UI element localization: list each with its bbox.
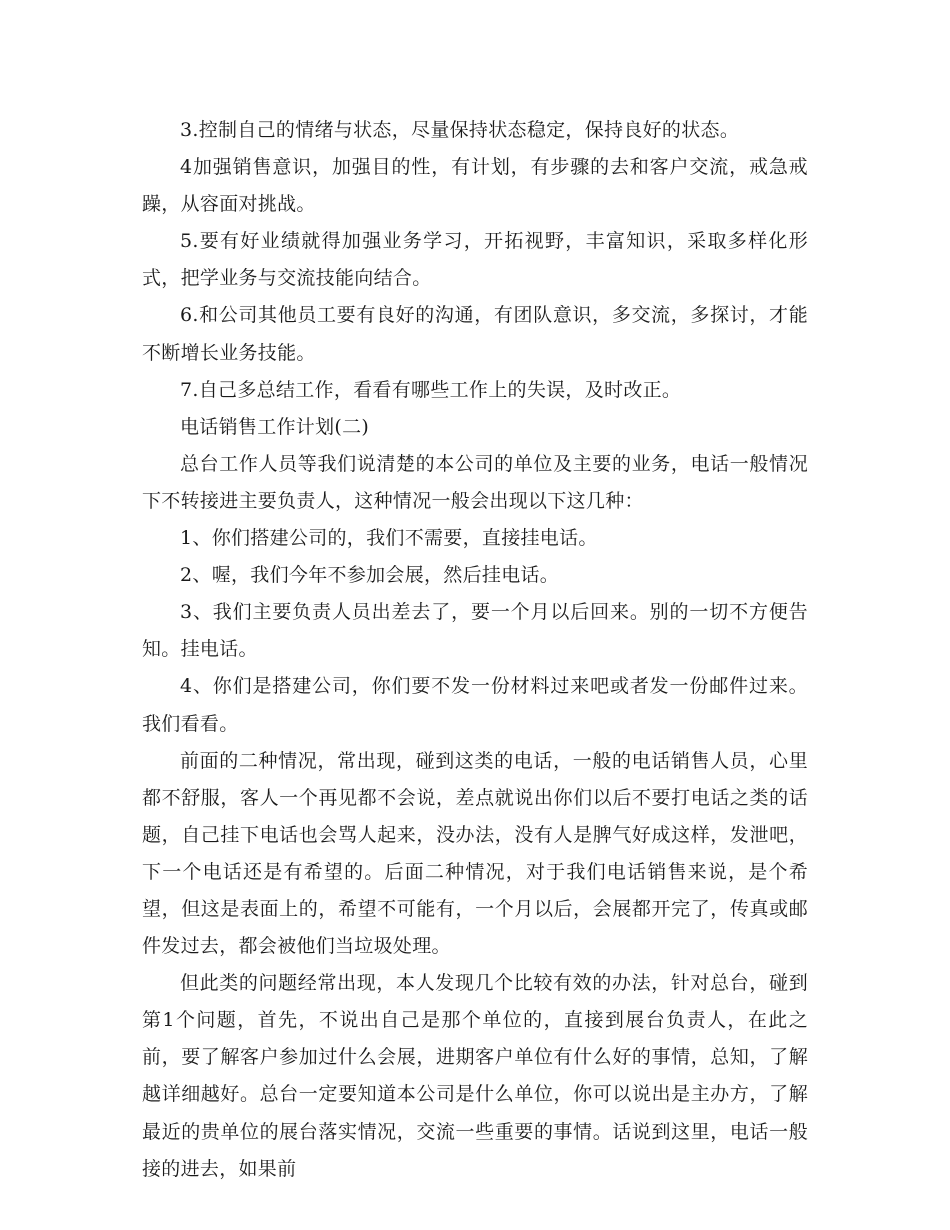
paragraph-item-3: 3.控制自己的情绪与状态，尽量保持状态稳定，保持良好的状态。: [180, 119, 740, 141]
paragraph-item-4: 4加强销售意识，加强目的性，有计划，有步骤的去和客户交流，戒急戒躁，从容面对挑战。: [142, 156, 808, 216]
case-item-2: 2、喔，我们今年不参加会展，然后挂电话。: [180, 564, 560, 587]
paragraph-item-6: 6.和公司其他员工要有良好的沟通，有团队意识，多交流，多探讨，才能不断增长业务技能。: [142, 304, 808, 364]
section-heading: 电话销售工作计划(二): [180, 415, 370, 438]
document-body: [142, 112, 808, 1188]
case-item-1: 1、你们搭建公司的，我们不需要，直接挂电话。: [180, 527, 598, 550]
paragraph-item-7: 7.自己多总结工作，看看有哪些工作上的失误，及时改正。: [180, 378, 682, 401]
case-item-4: 4、你们是搭建公司，你们要不发一份材料过来吧或者发一份邮件过来。我们看看。: [142, 675, 808, 735]
paragraph-analysis: 前面的二种情况，常出现，碰到这类的电话，一般的电话销售人员，心里都不舒服，客人一个再见都不会说，差点就说出你们以后不要打电话之类的话题，自己挂下电话也会骂人起来，没办法，没有人是脾气好成这样，发泄吧，下一个电话还是有希望的。后面二种情况，对于我们电话销售来说，是个希望，但这是表面上的，希望不可能有，一个月以后，会展都开完了，传真或邮件发过去，都会被他们当垃圾处理。: [142, 749, 808, 958]
paragraph-solution: 但此类的问题经常出现，本人发现几个比较有效的办法，针对总台，碰到第1个问题，首先，不说出自己是那个单位的，直接到展台负责人，在此之前，要了解客户参加过什么会展，进期客户单位有什么好的事情，总知，了解越详细越好。总台一定要知道本公司是什么单位，你可以说出是主办方，了解最近的贵单位的展台落实情况，交流一些重要的事情。话说到这里，电话一般接的进去，如果前: [142, 972, 808, 1180]
paragraph-item-5: 5.要有好业绩就得加强业务学习，开拓视野，丰富知识，采取多样化形式，把学业务与交流技能向结合。: [142, 230, 808, 290]
paragraph-intro: 总台工作人员等我们说清楚的本公司的单位及主要的业务，电话一般情况下不转接进主要负责人，这种情况一般会出现以下这几种：: [142, 452, 808, 512]
case-item-3: 3、我们主要负责人员出差去了，要一个月以后回来。别的一切不方便告知。挂电话。: [142, 601, 808, 661]
